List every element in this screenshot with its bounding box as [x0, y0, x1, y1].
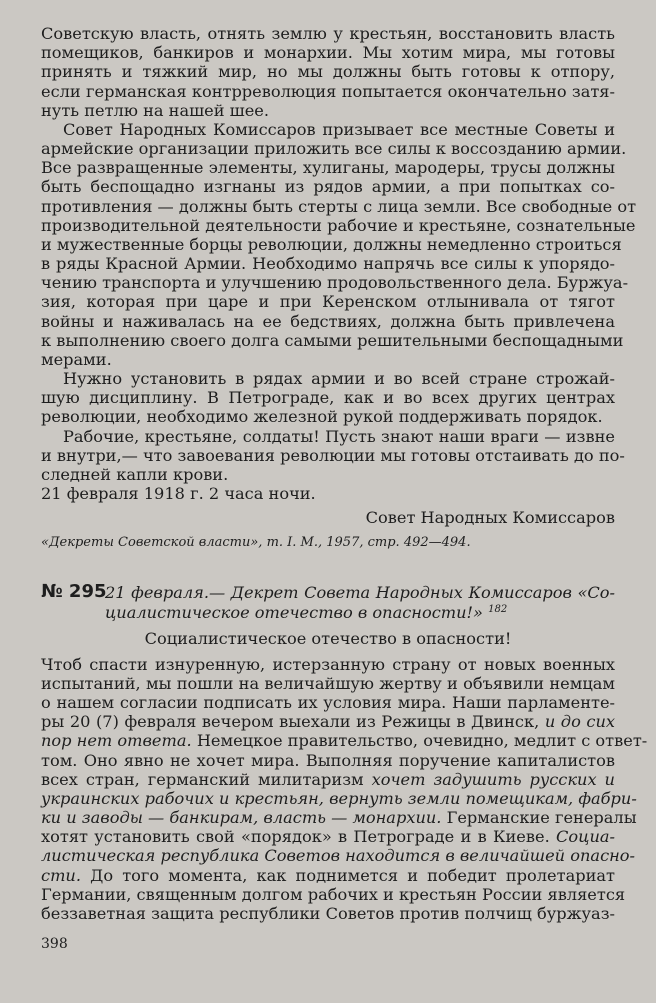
text-line: и мужественные борцы революции, должны немедленно строиться: [41, 235, 622, 254]
text-line: испытаний, мы пошли на величайшую жертву и объявили немцам: [41, 674, 615, 693]
text-line: следней капли крови.: [41, 465, 229, 484]
text-line: Совет Народных Комиссаров призывает все местные Советы и: [63, 120, 615, 139]
text-line: листическая республика Советов находится в величайшей опасно-: [41, 846, 636, 865]
text-line: армейские организации приложить все силы к воссозданию армии.: [41, 139, 627, 158]
text-span: Немецкое правительство, очевидно, медлит с ответ-: [191, 731, 648, 750]
text-line: [41, 866, 615, 885]
text-span: Германские генералы: [441, 808, 637, 827]
text-span: ры 20 (7) февраля вечером выехали из Режицы в Двинск,: [41, 712, 545, 731]
text-line: и внутри,— что завоевания революции мы готовы отстаивать до по-: [41, 446, 625, 465]
text-line: Нужно установить в рядах армии и во всей стране строжай-: [63, 369, 615, 388]
text-line: зия, которая при царе и при Керенском отлынивала от тягот: [41, 292, 615, 311]
text-line: шую дисциплину. В Петрограде, как и во всех других центрах: [41, 388, 615, 407]
text-line: принять и тяжкий мир, но мы должны быть готовы к отпору,: [41, 62, 615, 81]
text-span: Германии, священным долгом рабочих и крестьян России является: [41, 885, 626, 904]
italic-span: сти.: [41, 866, 81, 885]
signature: Совет Народных Комиссаров: [365, 508, 615, 527]
text-span: беззаветная защита республики Советов против полчищ буржуаз-: [41, 904, 615, 923]
text-line: мерами.: [41, 350, 112, 369]
text-line: к выполнению своего долга самыми решительными беспощадными: [41, 331, 624, 350]
text-line: [41, 904, 615, 923]
text-line: помещиков, банкиров и монархии. Мы хотим мира, мы готовы: [41, 43, 615, 62]
document-title-text: циалистическое отечество в опасности!»: [105, 603, 483, 622]
text-line: производительной деятельности рабочие и крестьяне, сознательные: [41, 216, 636, 235]
text-line: [41, 712, 615, 731]
text-line: Все развращенные элементы, хулиганы, мародеры, трусы должны: [41, 158, 615, 177]
italic-span: Социа-: [556, 827, 615, 846]
text-line: быть беспощадно изгнаны из рядов армии, а при попытках со-: [41, 177, 615, 196]
text-line: противления — должны быть стерты с лица земли. Все свободные от: [41, 197, 637, 216]
date-line: 21 февраля 1918 г. 2 часа ночи.: [41, 484, 316, 503]
text-line: том. Оно явно не хочет мира. Выполняя поручение капиталистов: [41, 751, 615, 770]
text-line: чению транспорта и улучшению продовольственного дела. Буржуа-: [41, 273, 629, 292]
heading: Социалистическое отечество в опасности!: [144, 629, 512, 648]
text-span: хотят установить свой «порядок» в Петрограде и в Киеве.: [41, 827, 557, 846]
italic-span: ки и заводы — банкирам, власть — монархии.: [41, 808, 442, 827]
text-line: [41, 885, 626, 904]
text-line: [41, 808, 637, 827]
text-line: в ряды Красной Армии. Необходимо напрячь все силы к упорядо-: [41, 254, 615, 273]
page-number: 398: [41, 936, 68, 952]
source-citation: «Декреты Советской власти», т. I. М., 1957, стр. 492—494.: [41, 535, 471, 550]
text-line: [41, 731, 648, 750]
text-line: [41, 770, 615, 789]
document-title: 21 февраля.— Декрет Совета Народных Комиссаров «Со-: [105, 583, 615, 602]
document-number: № 295: [41, 581, 107, 602]
text-line: о нашем согласии подписать их условия мира. Наши парламенте-: [41, 693, 615, 712]
text-line: войны и наживалась на ее бедствиях, должна быть привлечена: [41, 312, 615, 331]
italic-span: хочет задушить русских и: [371, 770, 615, 789]
text-line: [41, 827, 615, 846]
text-span: всех стран, германский милитаризм: [41, 770, 372, 789]
text-line: Рабочие, крестьяне, солдаты! Пусть знают наши враги — извне: [63, 427, 615, 446]
text-line: революции, необходимо железной рукой поддерживать порядок.: [41, 407, 603, 426]
text-line: Советскую власть, отнять землю у крестьян, восстановить власть: [41, 24, 615, 43]
text-line: нуть петлю на нашей шее.: [41, 101, 270, 120]
text-line: украинских рабочих и крестьян, вернуть земли помещикам, фабри-: [41, 789, 637, 808]
footnote-ref: 182: [488, 604, 508, 615]
text-line: если германская контрреволюция попытается окончательно затя-: [41, 82, 615, 101]
text-line: Чтоб спасти изнуренную, истерзанную страну от новых военных: [41, 655, 615, 674]
italic-span: и до сих: [544, 712, 616, 731]
italic-span: пор нет ответа.: [41, 731, 192, 750]
document-title: [105, 603, 615, 622]
text-span: До того момента, как поднимется и победит пролетариат: [81, 866, 615, 885]
